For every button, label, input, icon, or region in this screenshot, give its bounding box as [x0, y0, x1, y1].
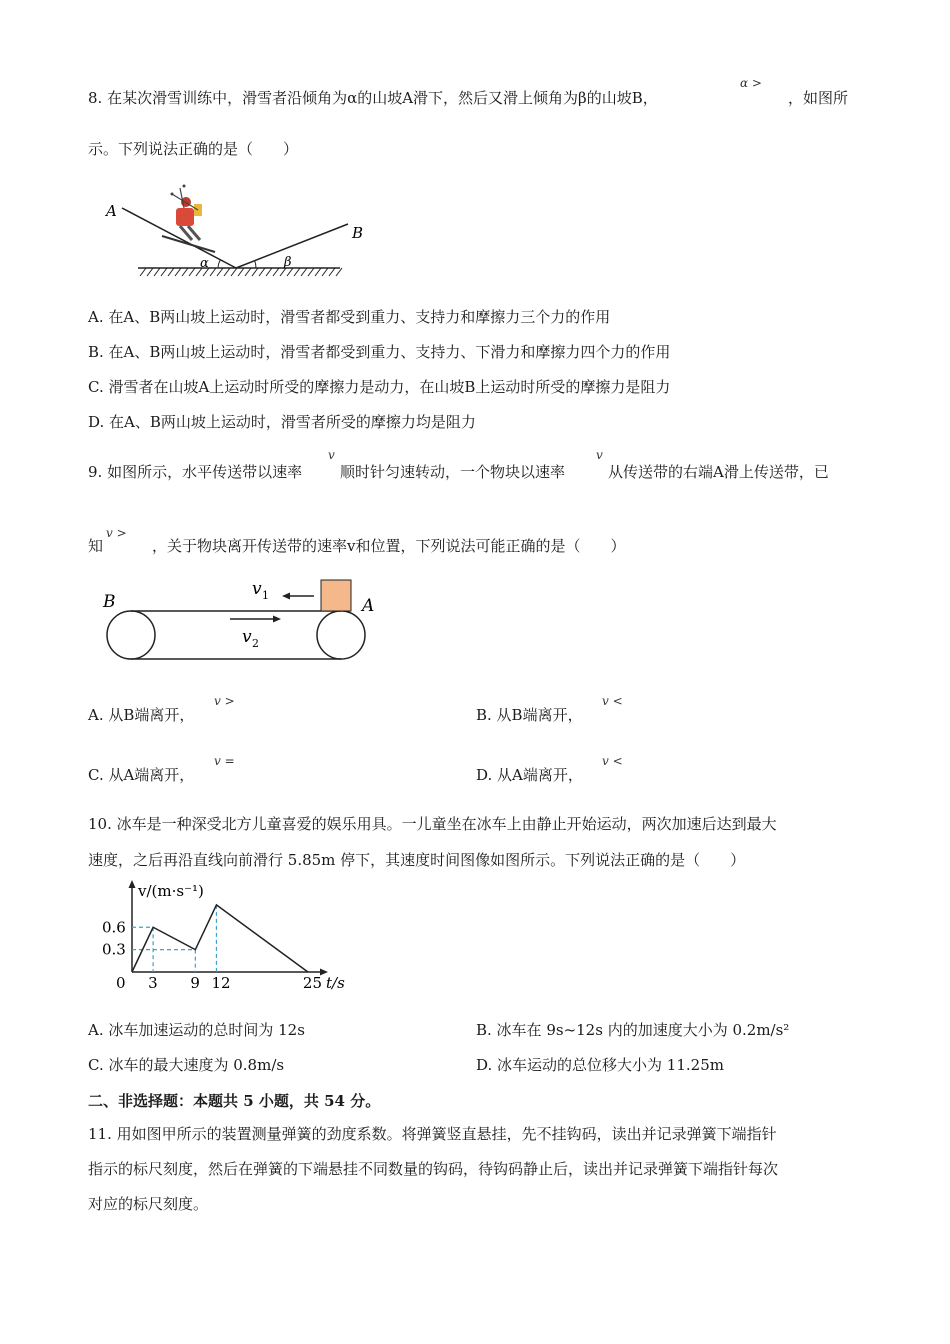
x-axis-label: t/s: [326, 974, 345, 992]
q10-option-d: D. 冰车运动的总位移大小为 11.25m: [476, 1056, 724, 1074]
q10-vt-chart: [96, 880, 345, 998]
x-tick-label: 3: [148, 974, 158, 992]
q9-inline-formula: v >: [106, 526, 127, 540]
y-axis-label: v/(m·s⁻¹): [138, 882, 204, 900]
q10-option-a: A. 冰车加速运动的总时间为 12s: [88, 1021, 305, 1039]
q10-option-b: B. 冰车在 9s~12s 内的加速度大小为 0.2m/s²: [476, 1021, 790, 1039]
q9-label-b: B: [103, 592, 116, 612]
q8-option-c: C. 滑雪者在山坡A上运动时所受的摩擦力是动力，在山坡B上运动时所受的摩擦力是阻力: [88, 378, 671, 396]
q9-v2-label: v: [242, 627, 252, 647]
q9-option-a-formula: v >: [214, 694, 235, 708]
q9-v1-label: v: [252, 579, 262, 599]
right-pulley: [317, 611, 365, 659]
q8-option-b: B. 在A、B两山坡上运动时，滑雪者都受到重力、支持力、下滑力和摩擦力四个力的作用: [88, 343, 671, 361]
y-axis-arrow: [129, 880, 136, 888]
q8-label-a: A: [106, 202, 117, 220]
q9-option-b: B. 从B端离开，: [476, 706, 583, 724]
q8-inline-formula: α >: [740, 76, 762, 90]
q9-option-a: A. 从B端离开，: [88, 706, 195, 724]
q9-option-d-formula: v <: [602, 754, 623, 768]
skier-icon: [162, 185, 215, 253]
q8-label-beta: β: [284, 255, 292, 270]
q9-v1-sub: 1: [262, 589, 269, 602]
x-tick-label: 25: [302, 974, 323, 992]
q9-conveyor-figure: [100, 574, 390, 666]
x-tick-label: 0: [116, 974, 126, 992]
q8-line2: 示。下列说法正确的是（ ）: [88, 140, 299, 158]
q9-v2-sub: 2: [252, 637, 259, 650]
block: [321, 580, 351, 611]
q10-line2: 速度，之后再沿直线向前滑行 5.85m 停下，其速度时间图像如图所示。下列说法正确的是（ ）: [88, 851, 746, 869]
q11-line2: 指示的标尺刻度，然后在弹簧的下端悬挂不同数量的钩码，待钩码静止后，读出并记录弹簧下端指针每次: [88, 1160, 779, 1178]
q9-line2a: 知: [88, 537, 104, 555]
q8-line1: 8. 在某次滑雪训练中，滑雪者沿倾角为α的山坡A滑下，然后又滑上倾角为β的山坡B，: [88, 89, 658, 107]
y-tick-label: 0.6: [102, 918, 126, 937]
velocity-series-line: [132, 905, 308, 972]
q8-line1-end: ，如图所: [788, 89, 849, 107]
x-tick-label: 12: [211, 974, 231, 992]
q9-option-d: D. 从A端离开，: [476, 766, 583, 784]
q8-option-d: D. 在A、B两山坡上运动时，滑雪者所受的摩擦力均是阻力: [88, 413, 476, 431]
q9-v-small1: v: [328, 448, 335, 462]
q8-label-b: B: [352, 224, 364, 242]
q9-line1b: 顺时针匀速转动，一个物块以速率: [340, 463, 566, 481]
q11-line1: 11. 用如图甲所示的装置测量弹簧的劲度系数。将弹簧竖直悬挂，先不挂钩码，读出并记录弹簧下端指针: [88, 1125, 777, 1143]
x-tick-label: 9: [190, 974, 200, 992]
q11-line3: 对应的标尺刻度。: [88, 1195, 209, 1213]
q10-option-c: C. 冰车的最大速度为 0.8m/s: [88, 1056, 285, 1074]
q9-label-a: A: [362, 596, 375, 616]
q9-line2b: ，关于物块离开传送带的速率v和位置，下列说法可能正确的是（ ）: [152, 537, 626, 555]
q8-slope-figure: [100, 178, 364, 283]
q9-option-c: C. 从A端离开，: [88, 766, 195, 784]
q9-option-c-formula: v =: [214, 754, 235, 768]
q8-label-alpha: α: [200, 256, 209, 271]
q10-line1: 10. 冰车是一种深受北方儿童喜爱的娱乐用具。一儿童坐在冰车上由静止开始运动，两次加速后达到最大: [88, 815, 777, 833]
q9-option-b-formula: v <: [602, 694, 623, 708]
q9-line1a: 9. 如图所示，水平传送带以速率: [88, 463, 303, 481]
q8-option-a: A. 在A、B两山坡上运动时，滑雪者都受到重力、支持力和摩擦力三个力的作用: [88, 308, 611, 326]
y-tick-label: 0.3: [102, 940, 126, 959]
q9-line1c: 从传送带的右端A滑上传送带，已: [608, 463, 829, 481]
left-pulley: [107, 611, 155, 659]
q9-v-small2: v: [596, 448, 603, 462]
section2-heading: 二、非选择题：本题共 5 小题，共 54 分。: [88, 1092, 381, 1110]
